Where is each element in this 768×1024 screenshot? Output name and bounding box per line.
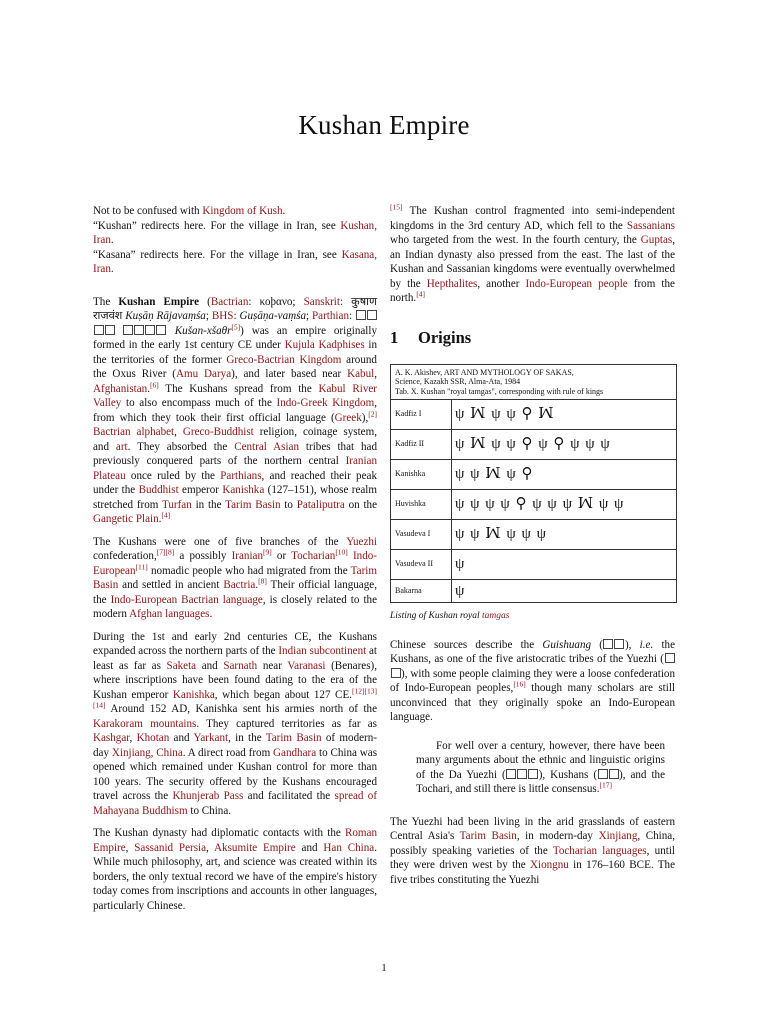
paragraph-chinese-sources <box>390 638 675 725</box>
link-kabul[interactable]: Kabul <box>347 368 375 380</box>
link-kingdom-of-kush[interactable]: Kingdom of Kush <box>202 205 283 217</box>
link-amu-darya[interactable]: Amu Darya <box>175 368 232 380</box>
text: around the Oxus River ( <box>93 353 377 380</box>
text: and settled in ancient <box>118 579 224 591</box>
king-name: Huvishka <box>391 490 452 519</box>
text: , in the <box>228 732 266 744</box>
link-kabul-river-valley[interactable]: Kabul River Valley <box>93 382 377 409</box>
text: The Kushans spread from the <box>158 382 319 395</box>
link-tamgas[interactable]: tamgas <box>482 611 510 621</box>
tamga-row <box>391 520 676 550</box>
text: The <box>93 295 119 308</box>
link-tarim-basin[interactable]: Tarim Basin <box>93 564 377 591</box>
link-mahayana[interactable]: spread of Mahayana Buddhism <box>93 790 378 817</box>
tamga-glyphs: ψ ꟽ ψ ψ ⚲ ꟽ <box>455 406 555 423</box>
text: , from which they took their first official language ( <box>93 397 377 424</box>
text: , <box>125 841 135 854</box>
text: . <box>147 382 151 395</box>
link-tarim-basin[interactable]: Tarim Basin <box>459 830 517 842</box>
hatnote-kasana-iran <box>93 248 377 277</box>
text: , and reached their peak under the <box>93 469 378 496</box>
text: ) was an empire originally formed in the early 1st century CE under <box>93 324 378 351</box>
text: During the 1st and early 2nd centuries CE, the Kushans expanded across the northern parts of the <box>93 630 377 657</box>
text: Chinese sources describe the <box>390 638 543 651</box>
text: Their official language, the <box>93 579 377 606</box>
hatnotes <box>93 204 377 277</box>
tamga-glyphs: ψ ψ ꟽ ψ ⚲ <box>455 466 534 483</box>
tamga-row <box>391 430 676 460</box>
text: ), Kushans ( <box>538 768 598 781</box>
text: , <box>129 732 137 744</box>
text: Kušan-xšaθr <box>174 324 232 337</box>
link-sanskrit[interactable]: Sanskrit <box>303 295 340 308</box>
link-kanishka[interactable]: Kanishka <box>172 688 215 701</box>
hatnote-text: . <box>110 263 114 275</box>
text: , until they were driven west by the <box>390 844 675 871</box>
ref[interactable]: [9] <box>263 547 272 557</box>
text: . <box>209 608 213 620</box>
text: ), and the Tochari, and still there is little consensus. <box>416 768 665 795</box>
tamga-row <box>391 460 676 490</box>
hatnote-text: “Kasana” redirects here. For the village in Iran, see <box>93 248 342 261</box>
link-karakoram[interactable]: Karakoram mountains <box>93 717 197 730</box>
link-khunjerab-pass[interactable]: Khunjerab Pass <box>172 790 244 802</box>
text: to China. <box>187 804 232 817</box>
paragraph-diplomacy <box>93 826 377 913</box>
paragraph-expansion <box>93 630 377 819</box>
section-heading-origins <box>390 328 675 348</box>
text: . A direct road from <box>182 746 274 759</box>
tamga-row <box>391 550 676 580</box>
link-kasana-iran[interactable]: Kasana, Iran <box>93 248 377 275</box>
link-sassanid-persia[interactable]: Sassanid Persia <box>134 841 207 854</box>
paragraph-yuezhi <box>93 535 377 622</box>
text: . <box>255 579 259 591</box>
link-turfan[interactable]: Turfan <box>161 498 192 511</box>
link-xiongnu[interactable]: Xiongnu <box>529 859 569 871</box>
text: . They captured territories as far as <box>196 717 378 730</box>
text: : <box>349 310 355 322</box>
link-bactria[interactable]: Bactria <box>223 579 256 591</box>
link-kashgar[interactable]: Kashgar <box>93 732 130 744</box>
intro-paragraph <box>93 295 377 527</box>
ref[interactable]: [12][13][14] <box>93 685 377 710</box>
link-kanishka[interactable]: Kanishka <box>222 484 265 496</box>
ref[interactable]: [10] <box>335 547 348 557</box>
link-saketa[interactable]: Saketa <box>166 659 197 672</box>
text: from the north. <box>390 277 675 304</box>
figure-caption <box>390 609 675 624</box>
link-khotan[interactable]: Khotan <box>136 732 170 744</box>
text: Listing of Kushan royal <box>390 611 483 621</box>
text: in the territories of the former <box>93 339 377 366</box>
hatnote-text: . <box>282 205 286 217</box>
hatnote-text: . <box>110 234 114 246</box>
text: on the <box>344 498 377 511</box>
text: and <box>169 732 194 744</box>
paragraph-diplomacy-continued <box>390 204 675 306</box>
text: The Kushan dynasty had diplomatic contacts with the <box>93 827 345 839</box>
link-greek[interactable]: Greek <box>334 411 362 424</box>
link-afghanistan[interactable]: Afghanistan <box>93 382 148 395</box>
link-gangetic-plain[interactable]: Gangetic Plain <box>93 513 159 525</box>
link-tocharian-languages[interactable]: Tocharian languages <box>552 844 647 857</box>
tamga-glyphs: ψ <box>455 556 466 573</box>
section-number: 1 <box>390 327 399 347</box>
tamga-figure[interactable] <box>390 364 677 604</box>
link-greco-bactrian[interactable]: Greco-Bactrian Kingdom <box>226 353 342 366</box>
figure-source-line: Tab. X. Kushan "royal tamgas", corresponding with rule of kings <box>395 386 604 396</box>
text: to also encompass much of the <box>121 397 277 409</box>
paragraph-yuezhi-migration <box>390 815 675 888</box>
text: tribes that had previously conquered parts of the northern central <box>93 440 378 467</box>
text: at least as far as <box>93 645 378 672</box>
text: , <box>174 426 183 438</box>
text: , <box>374 368 377 380</box>
ref[interactable]: [5] <box>231 321 241 331</box>
text: though many scholars are still unconvinced that they originally spoke an Indo-European language. <box>390 682 675 723</box>
text: The Kushan control fragmented into semi-independent kingdoms in the 3rd century AD, which fell to the <box>390 205 675 232</box>
text: Kuṣāṇ Rājavaṃśa <box>125 310 206 322</box>
link-central-asian[interactable]: Central Asian <box>234 440 300 453</box>
right-column <box>390 204 675 887</box>
text: ; <box>205 310 212 322</box>
section-title: Origins <box>418 327 472 347</box>
text: : <box>233 310 240 322</box>
missing-glyph-box <box>603 639 625 651</box>
ref[interactable]: [8] <box>258 576 267 586</box>
tamga-row <box>391 400 676 430</box>
link-bactrian-alphabet[interactable]: Bactrian alphabet <box>93 426 175 438</box>
link-buddhist[interactable]: Buddhist <box>138 484 179 496</box>
text: ( <box>199 295 211 308</box>
text: of modern-day <box>93 732 377 759</box>
link-aksumite[interactable]: Aksumite Empire <box>214 841 296 854</box>
quote-text <box>416 739 665 797</box>
missing-glyph-box <box>506 769 539 781</box>
tamga-glyphs: ψ ꟽ ψ ψ ⚲ ψ ⚲ ψ ψ ψ <box>455 436 611 453</box>
text: . While much philosophy, art, and science was created within its borders, the only textual record we have of the empire's history today comes from inscriptions and accounts in other languages, particularly Chinese. <box>93 841 377 912</box>
text: : κοϸανο; <box>248 295 304 308</box>
ref[interactable]: [4] <box>161 510 171 520</box>
text: and <box>295 841 324 854</box>
ref[interactable]: [4] <box>416 289 425 299</box>
tamga-glyphs: ψ ψ ψ ψ ⚲ ψ ψ ψ ꟽ ψ ψ <box>455 496 625 513</box>
text: , is closely related to the modern <box>93 593 378 620</box>
text: i.e. <box>639 638 654 651</box>
missing-glyph-box <box>597 769 619 781</box>
text: confederation, <box>93 550 157 562</box>
missing-glyph-box <box>123 325 167 337</box>
link-parthians[interactable]: Parthians <box>220 469 262 482</box>
text: : कुषाण राजवंश <box>93 295 377 322</box>
link-yuezhi[interactable]: Yuezhi <box>346 535 377 548</box>
tamga-row <box>391 580 676 602</box>
text: , another <box>477 277 526 290</box>
figure-source-line: Science, Kazakh SSR, Alma-Ata, 1984 <box>395 377 521 386</box>
link-indo-european[interactable]: Indo-European <box>93 550 377 577</box>
text: ), with some people claiming they were a loose confederation of Indo-European peoples, <box>390 667 675 694</box>
link-kushan-iran[interactable]: Kushan, Iran <box>93 219 377 246</box>
text: nomadic people who had migrated from the <box>147 564 351 577</box>
text: who targeted from the west. In the fourth century, the <box>390 234 641 246</box>
link-han-china[interactable]: Han China <box>323 841 375 854</box>
king-name: Vasudeva I <box>391 520 452 549</box>
figure-source <box>391 365 676 401</box>
link-hepthalites[interactable]: Hepthalites <box>426 277 478 290</box>
text: near <box>257 659 288 672</box>
text: and facilitated the <box>243 790 335 802</box>
link-afghan-languages[interactable]: Afghan languages <box>129 608 210 620</box>
king-name: Kanishka <box>391 460 452 489</box>
link-roman-empire[interactable]: Roman Empire <box>93 827 377 854</box>
tamga-glyphs: ψ ψ ꟽ ψ ψ ψ <box>455 526 548 543</box>
text: , China, possibly speaking varieties of the <box>390 830 676 857</box>
text: . They absorbed the <box>127 440 235 453</box>
link-indo-european-people[interactable]: Indo-European people <box>525 277 628 290</box>
king-name: Vasudeva II <box>391 550 452 579</box>
text: (127–151), whose realm stretched from <box>93 484 377 511</box>
link-indian-subcontinent[interactable]: Indian subcontinent <box>278 645 367 657</box>
figure-source-line: A. K. Akishev, ART AND MYTHOLOGY OF SAKAS, <box>395 367 574 377</box>
text: For well over a century, however, there have been many arguments about the ethnic and linguistic origins of the Da Yuezhi ( <box>416 739 665 781</box>
link-greco-buddhist[interactable]: Greco-Buddhist <box>182 426 254 438</box>
link-iranian-plateau[interactable]: Iranian Plateau <box>93 455 377 482</box>
text: to <box>280 498 297 511</box>
hatnote-text: “Kushan” redirects here. For the village in Iran, see <box>93 219 341 232</box>
hatnote-kush <box>93 204 377 219</box>
text: Guishuang <box>542 638 592 651</box>
text: a possibly <box>174 550 232 562</box>
link-pataliputra[interactable]: Pataliputra <box>296 498 345 511</box>
link-xinjiang[interactable]: Xinjiang, China <box>111 746 183 759</box>
text: ; <box>306 310 313 322</box>
link-sarnath[interactable]: Sarnath <box>223 659 258 672</box>
page-number: 1 <box>381 962 387 974</box>
text: The Kushans were one of five branches of the <box>93 535 347 548</box>
article-subject: Kushan Empire <box>118 295 200 308</box>
text: , an Indian dynasty also pressed from the east. The last of the Kushan and Sassanian kingdoms were eventually overwhelmed by the <box>390 234 675 290</box>
text: to China was opened which remained under Kushan control for more than 100 years. The security offered by the Kushans encouraged travel across the <box>93 746 378 802</box>
link-kujula-kadphises[interactable]: Kujula Kadphises <box>284 339 365 351</box>
hatnote-text: Not to be confused with <box>93 205 203 217</box>
link-tocharian[interactable]: Tocharian <box>291 550 336 562</box>
ref[interactable]: [7][8] <box>156 547 175 557</box>
ref[interactable]: [17] <box>599 780 612 790</box>
text: in the <box>191 498 226 511</box>
text: once ruled by the <box>125 469 221 482</box>
ref[interactable]: [11] <box>135 561 148 571</box>
link-sassanians[interactable]: Sassanians <box>626 219 675 232</box>
block-quote <box>416 739 665 797</box>
king-name: Kadfiz I <box>391 400 452 429</box>
text: religion, coinage system, and <box>93 426 378 453</box>
page-title: Kushan Empire <box>298 110 470 140</box>
text: (Benares), where inscriptions have been found dating to the era of the Kushan emperor <box>93 659 378 701</box>
link-gandhara[interactable]: Gandhara <box>273 746 317 759</box>
text: Guṣāṇa-vaṃśa <box>239 310 307 322</box>
text: , <box>206 841 215 854</box>
tamga-glyphs: ψ <box>455 582 466 599</box>
link-parthian[interactable]: Parthian <box>312 310 349 322</box>
text: Around 152 AD, Kanishka sent his armies north of the <box>105 703 377 715</box>
text: , which began about 127 CE. <box>214 688 352 701</box>
link-bactrian-language[interactable]: Indo-European Bactrian language <box>110 593 263 606</box>
text: ), <box>624 638 640 651</box>
left-column <box>93 204 377 913</box>
link-guptas[interactable]: Guptas <box>640 234 673 246</box>
ref[interactable]: [15] <box>390 202 403 212</box>
text: emperor <box>178 484 223 496</box>
text: ), and later based near <box>231 368 348 380</box>
link-tarim-basin[interactable]: Tarim Basin <box>225 498 281 511</box>
text: or <box>271 550 292 562</box>
king-name: Kadfiz II <box>391 430 452 459</box>
link-xinjiang[interactable]: Xinjiang <box>598 830 638 842</box>
text: and <box>196 659 224 672</box>
link-tarim-basin[interactable]: Tarim Basin <box>265 732 322 744</box>
ref[interactable]: [2] <box>368 408 377 418</box>
link-yarkant[interactable]: Yarkant <box>193 732 229 744</box>
ref[interactable]: [6] <box>150 379 159 389</box>
text: . <box>158 513 162 525</box>
tamga-row <box>391 490 676 520</box>
text: , in modern-day <box>516 830 599 842</box>
text: The Yuezhi had been living in the arid grasslands of eastern Central Asia's <box>390 815 675 842</box>
ref[interactable]: [16] <box>513 679 526 689</box>
link-art[interactable]: art <box>115 440 128 453</box>
king-name: Bakarna <box>391 580 452 602</box>
text: in 176–160 BCE. The five tribes constituting the Yuezhi <box>390 859 675 886</box>
link-varanasi[interactable]: Varanasi <box>287 659 326 672</box>
text: ), <box>361 411 369 424</box>
text: the Kushans, as one of the five aristocratic tribes of the Yuezhi ( <box>390 638 675 665</box>
hatnote-kushan-iran <box>93 219 377 248</box>
link-indo-greek[interactable]: Indo-Greek Kingdom <box>276 397 375 409</box>
text: ( <box>591 638 603 651</box>
link-iranian[interactable]: Iranian <box>231 550 264 562</box>
link-bhs[interactable]: BHS <box>211 310 234 322</box>
link-bactrian[interactable]: Bactrian <box>210 295 249 308</box>
